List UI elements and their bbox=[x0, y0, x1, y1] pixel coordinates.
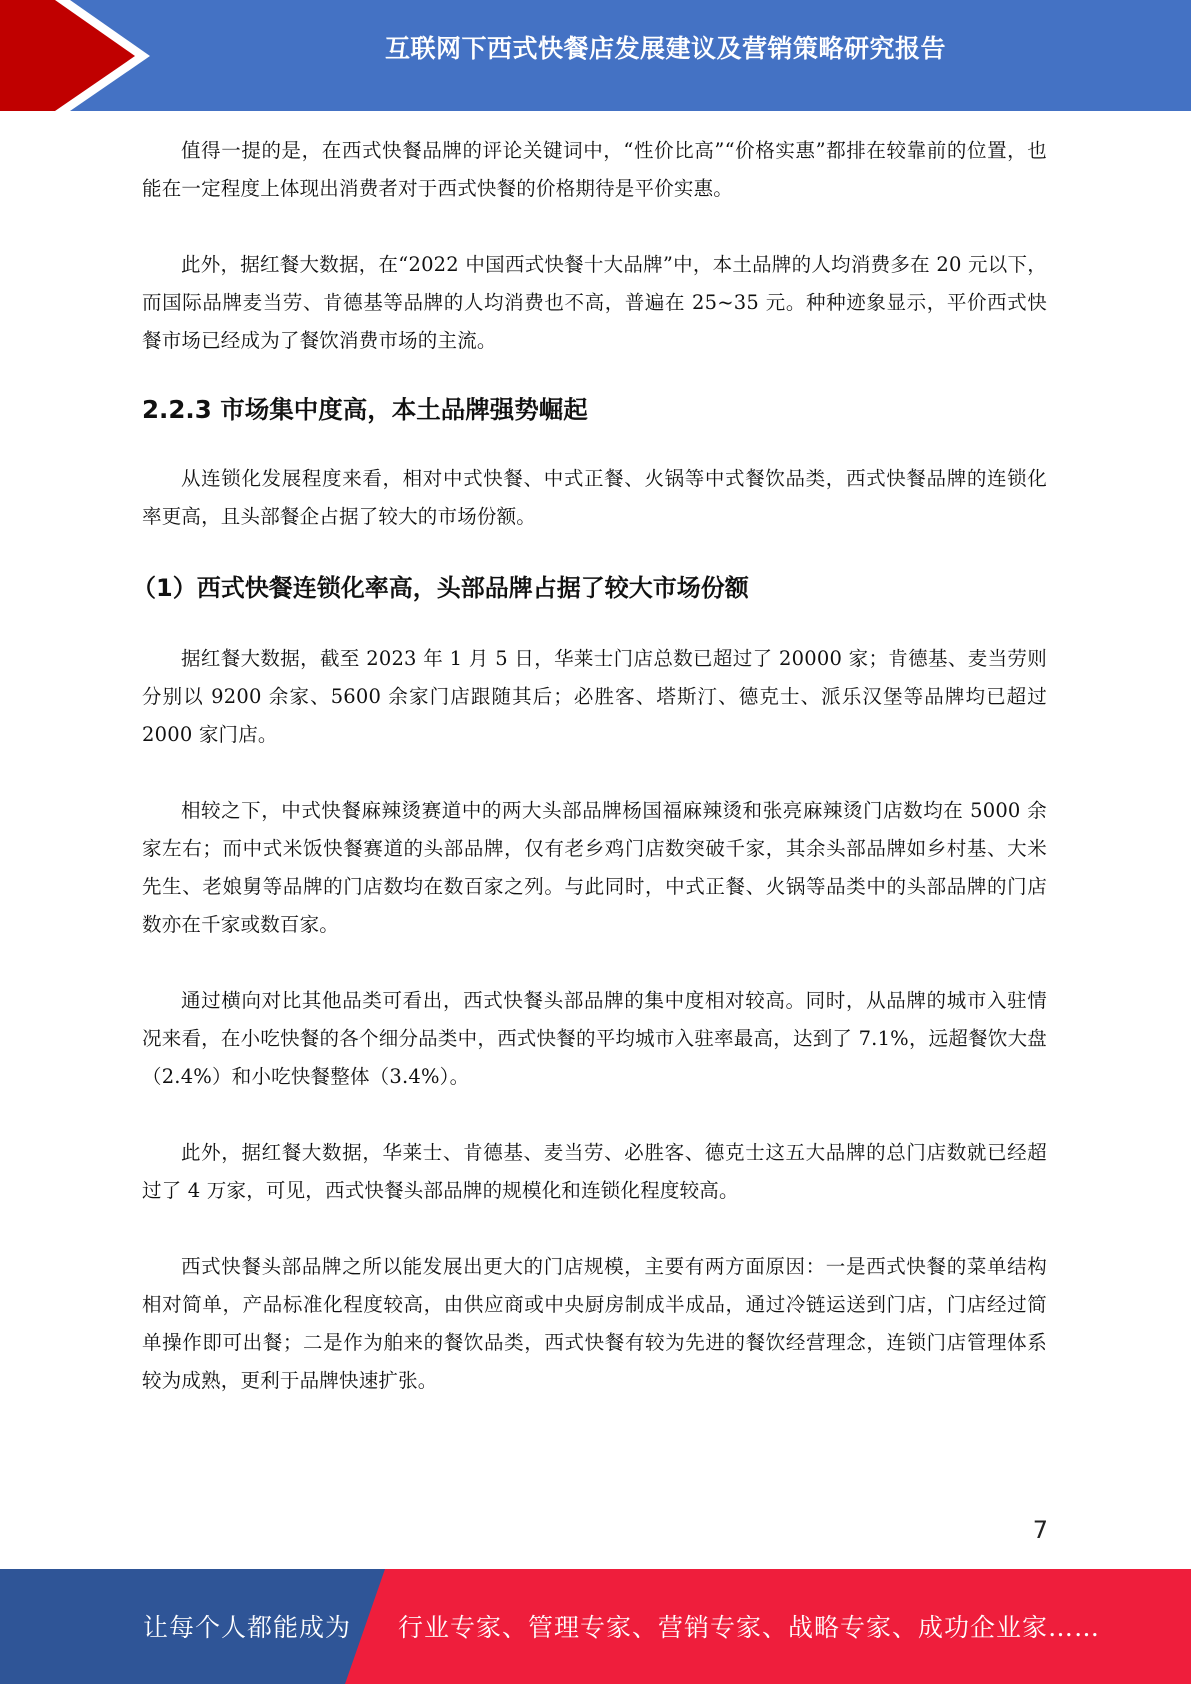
footer-slogan-left: 让每个人都能成为 bbox=[143, 1613, 352, 1642]
header-title: 互联网下西式快餐店发展建议及营销策略研究报告 bbox=[384, 34, 946, 63]
footer-slogan-right: 行业专家、管理专家、营销专家、战略专家、成功企业家…… bbox=[398, 1613, 1101, 1642]
sub-heading: （1）西式快餐连锁化率高，头部品牌占据了较大市场份额 bbox=[132, 574, 749, 602]
paragraph-top-five-brands: 此外，据红餐大数据，华莱士、肯德基、麦当劳、必胜客、德克士这五大品牌的总门店数就已经超过了 4 万家，可见，西式快餐头部品牌的规模化和连锁化程度较高。 bbox=[142, 1141, 1047, 1202]
paragraph-scale-reasons: 西式快餐头部品牌之所以能发展出更大的门店规模，主要有两方面原因：一是西式快餐的菜单结构相对简单，产品标准化程度较高，由供应商或中央厨房制成半成品，通过冷链运送到门店，门店经过简单操作即可出餐；二是作为舶来的餐饮品类，西式快餐有较为先进的餐饮经营理念，连锁门店管理体系较为成熟，更利于品牌快速扩张。 bbox=[142, 1255, 1047, 1392]
header-red-arrow-decoration bbox=[0, 0, 200, 111]
paragraph-price-level: 此外，据红餐大数据，在“2022 中国西式快餐十大品牌”中，本土品牌的人均消费多在 20 元以下，而国际品牌麦当劳、肯德基等品牌的人均消费也不高，普遍在 25~35 元。种种迹象显示，平价西式快餐市场已经成为了餐饮消费市场的主流。 bbox=[142, 253, 1047, 352]
paragraph-chinese-comparison: 相较之下，中式快餐麻辣烫赛道中的两大头部品牌杨国福麻辣烫和张亮麻辣烫门店数均在 5000 余家左右；而中式米饭快餐赛道的头部品牌，仅有老乡鸡门店数突破千家，其余头部品牌如乡村基、大米先生、老娘舅等品牌的门店数均在数百家之列。与此同时，中式正餐、火锅等品类中的头部品牌的门店数亦在千家或数百家。 bbox=[142, 799, 1047, 936]
paragraph-chain-overview: 从连锁化发展程度来看，相对中式快餐、中式正餐、火锅等中式餐饮品类，西式快餐品牌的连锁化率更高，且头部餐企占据了较大的市场份额。 bbox=[142, 467, 1047, 528]
page-footer bbox=[0, 1569, 1191, 1684]
paragraph-store-counts: 据红餐大数据，截至 2023 年 1 月 5 日，华莱士门店总数已超过了 20000 家；肯德基、麦当劳则分别以 9200 余家、5600 余家门店跟随其后；必胜客、塔斯汀、德克士、派乐汉堡等品牌均已超过 2000 家门店。 bbox=[142, 647, 1047, 746]
document-body bbox=[132, 132, 1047, 1400]
page-number: 7 bbox=[1032, 1516, 1048, 1544]
paragraph-value-perception: 值得一提的是，在西式快餐品牌的评论关键词中，“性价比高”“价格实惠”都排在较靠前的位置，也能在一定程度上体现出消费者对于西式快餐的价格期待是平价实惠。 bbox=[142, 139, 1047, 200]
section-heading: 2.2.3 市场集中度高，本土品牌强势崛起 bbox=[142, 395, 588, 424]
paragraph-city-penetration: 通过横向对比其他品类可看出，西式快餐头部品牌的集中度相对较高。同时，从品牌的城市入驻情况来看，在小吃快餐的各个细分品类中，西式快餐的平均城市入驻率最高，达到了 7.1%，远超餐饮大盘（2.4%）和小吃快餐整体（3.4%）。 bbox=[142, 989, 1047, 1088]
page-header bbox=[0, 0, 1191, 111]
